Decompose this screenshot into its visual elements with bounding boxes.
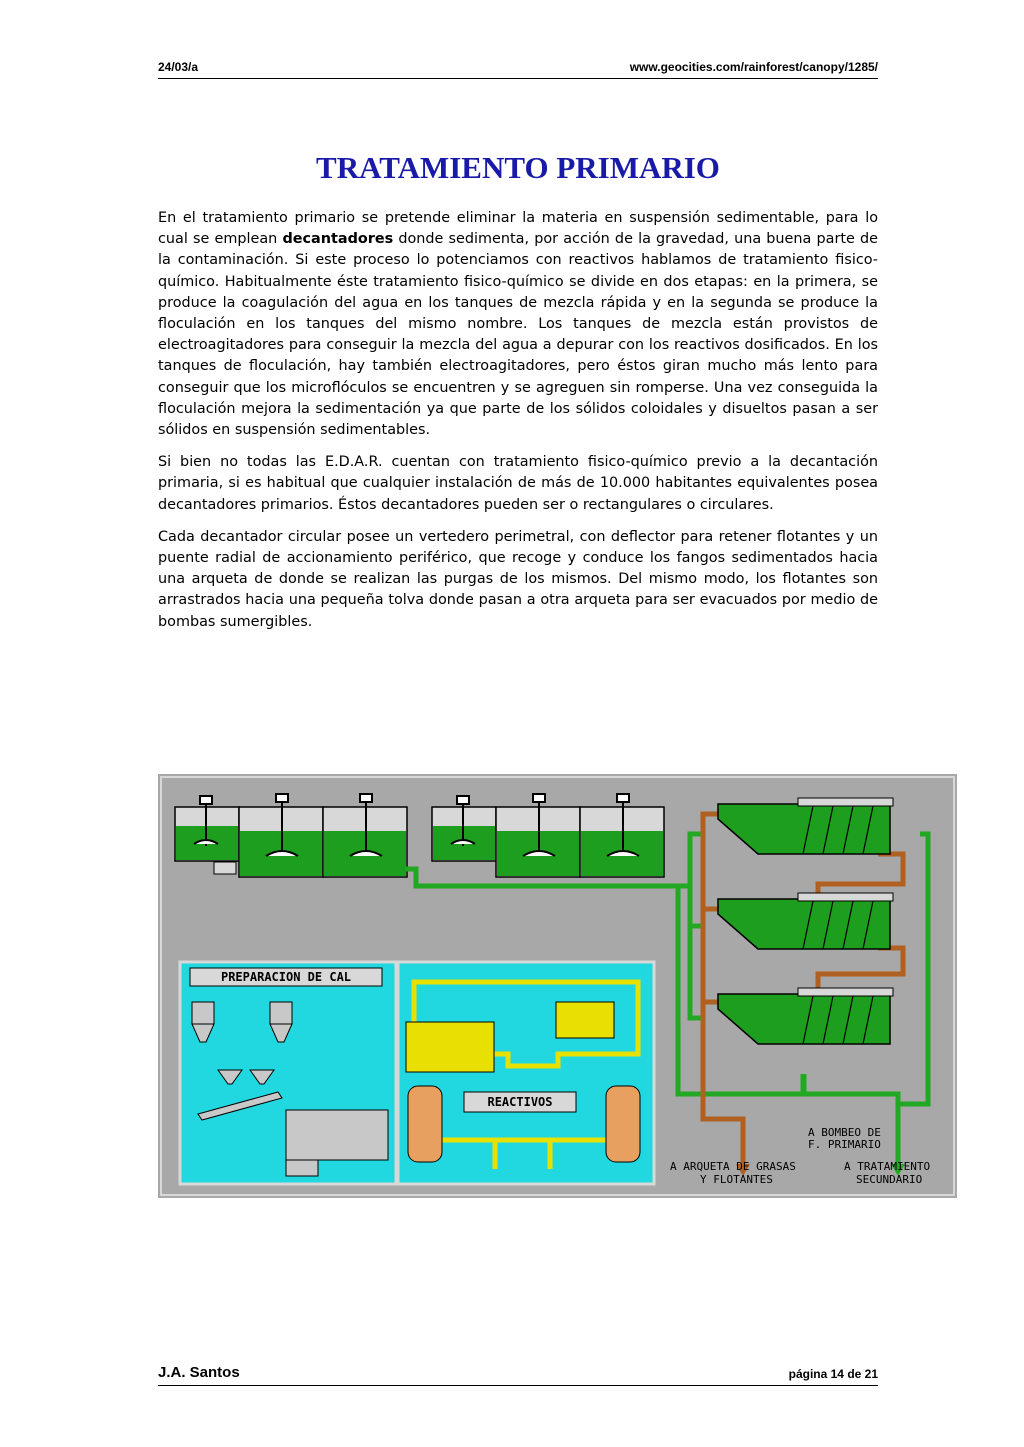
body-text: [158, 208, 878, 644]
reagent-drum-right: [606, 1086, 640, 1162]
grasas-label-line2: Y FLOTANTES: [700, 1173, 773, 1186]
paragraph-1-start: En el tratamiento primario se pretende eliminar la materia en suspensión sedimentable, para lo cual se emplean: [158, 210, 878, 248]
paragraph-1-end: donde sedimenta, por acción de la gravedad, una buena parte de la contaminación. Si este proceso lo potenciamos con reactivos hablamos de tratamiento fisico-químico. Habitualmente éste tratamiento fisico-químico se divide en dos etapas: en la primera, se produce la coagulación del agua en los tanques de mezcla rápida y en la segunda se produce la floculación en los tanques del mismo nombre. Los tanques de mezcla están provistos de electroagitadores para conseguir la mezcla del agua a depurar con los reactivos dosificados. En los tanques de floculación, hay también electroagitadores, pero éstos giran mucho más lento para conseguir que los microflóculos se encuentren y se agreguen sin romperse. Una vez conseguida la floculación mejora la sedimentación ya que parte de los sólidos coloidales y disueltos pasan a ser sólidos en suspensión sedimentables.: [158, 231, 878, 439]
paragraph-3: Cada decantador circular posee un vertedero perimetral, con deflector para retener flotantes y un puente radial de accionamiento periférico, que recoge y conduce los fangos sedimentados hacia una arqueta de donde se realizan las purgas de los mismos. Del mismo modo, los flotantes son arrastrados hacia una pequeña tolva donde pasan a otra arqueta para ser evacuados por medio de bombas sumergibles.: [158, 528, 878, 630]
header-url: www.geocities.com/rainforest/canopy/1285/: [629, 60, 878, 74]
paragraph-1-bold-term: decantadores: [282, 231, 394, 248]
small-box: [214, 862, 236, 874]
reagent-tank: [556, 1002, 614, 1038]
header-date: 24/03/a: [158, 60, 199, 74]
bombeo-label-line2: F. PRIMARIO: [808, 1138, 881, 1151]
treatment-diagram: [158, 774, 957, 1198]
page-title: TRATAMIENTO PRIMARIO: [316, 150, 720, 185]
footer-page-number: página 14 de 21: [788, 1367, 878, 1381]
reagent-mixer: [406, 1022, 494, 1072]
page-header: [158, 58, 878, 79]
paragraph-1: [158, 208, 878, 441]
grasas-label-line1: A ARQUETA DE GRASAS: [670, 1160, 796, 1173]
page-footer: [158, 1364, 878, 1386]
bombeo-label-line1: A BOMBEO DE: [808, 1126, 881, 1139]
secundario-label-line1: A TRATAMIENTO: [844, 1160, 931, 1173]
reagent-drum-left: [408, 1086, 442, 1162]
reagents-label: REACTIVOS: [487, 1095, 553, 1109]
secundario-label-line2: SECUNDARIO: [856, 1173, 923, 1186]
paragraph-2: Si bien no todas las E.D.A.R. cuentan con tratamiento fisico-químico previo a la decantación primaria, si es habitual que cualquier instalación de más de 10.000 habitantes equivalentes posea decantadores primarios. Éstos decantadores pueden ser o rectangulares o circulares.: [158, 454, 878, 513]
footer-author: J.A. Santos: [158, 1364, 240, 1381]
lime-preparation-label: PREPARACION DE CAL: [220, 970, 352, 984]
